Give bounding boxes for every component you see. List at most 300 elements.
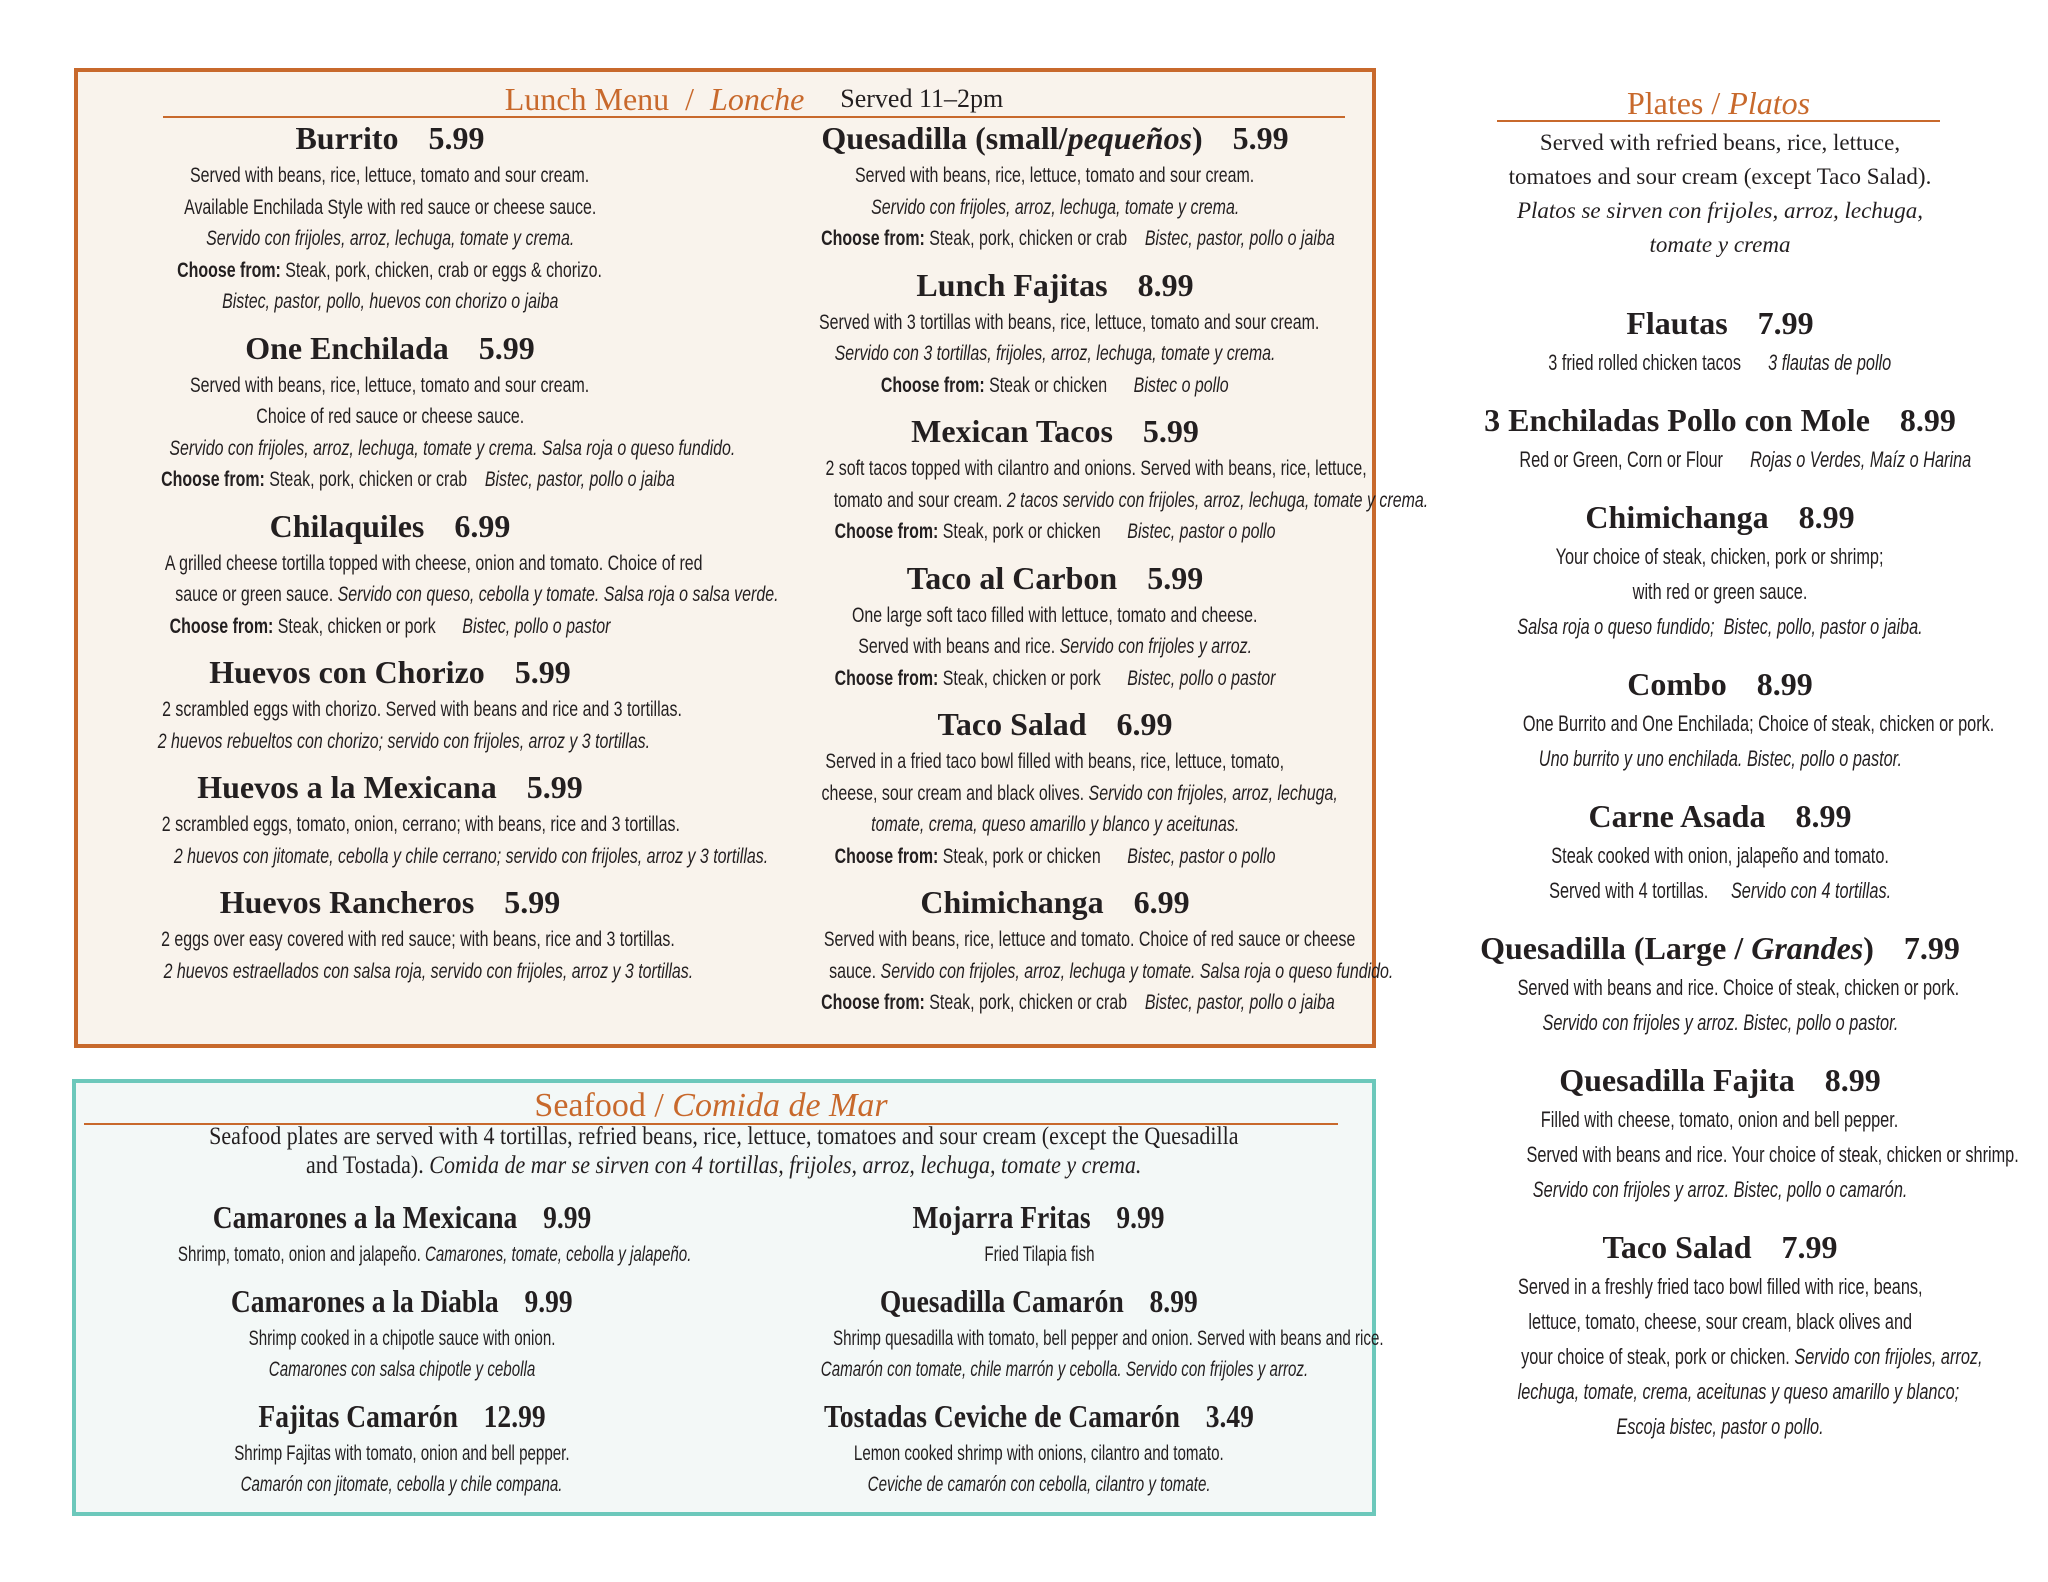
description-line (80, 611, 700, 643)
item-name: ) (1863, 930, 1874, 966)
spanish-text: Camarón con tomate, chile marrón y cebolla. Servido con frijoles y arroz. (820, 1358, 1309, 1381)
description-text-group (178, 1239, 692, 1271)
menu-item-title (1440, 662, 2000, 706)
description-text: 2 eggs over easy covered with red sauce; with beans, rice and 3 tortillas. (161, 928, 675, 951)
spanish-text: Servido con frijoles, arroz, lechuga, tomate y crema. (205, 227, 575, 250)
description-line (740, 223, 1370, 255)
description-text: Shrimp, tomato, onion and jalapeño. (177, 1243, 425, 1266)
description-text: cheese, sour cream and black olives. (821, 781, 1089, 805)
menu-item-heading (1626, 305, 1813, 341)
item-name: Quesadilla (Large / (1480, 930, 1752, 966)
seafood-row (78, 1279, 1384, 1394)
menu-item-heading (231, 1279, 573, 1323)
description-line (1440, 1172, 2000, 1207)
menu-item-title (1440, 1225, 2000, 1269)
description-line (726, 1354, 1352, 1386)
item-name: Quesadilla Fajita (1559, 1062, 1795, 1098)
description-line (740, 841, 1370, 873)
item-name: Mojarra Fritas (912, 1199, 1092, 1235)
menu-item (1440, 301, 2000, 380)
spanish-text: Bistec, pastor o pollo (1127, 520, 1276, 543)
description-text: Steak, pork or chicken (942, 520, 1128, 543)
menu-item-heading (821, 120, 1288, 156)
description-line (1440, 1409, 2000, 1444)
item-price: 5.99 (1232, 120, 1289, 156)
description-text: Lemon cooked shrimp with onions, cilantro and tomato. (854, 1441, 1224, 1465)
description-line (1440, 970, 2000, 1005)
item-name: Taco al Carbon (906, 559, 1118, 596)
menu-item-heading (1589, 798, 1852, 834)
description-text: A grilled cheese tortilla topped with cheese, onion and tomato. Choice of red (164, 551, 703, 575)
seafood-intro (76, 1122, 1372, 1180)
item-price: 8.99 (1824, 1062, 1881, 1098)
description-line (1440, 1005, 2000, 1040)
lunch-menu-section (74, 68, 1429, 1048)
spanish-text: Bistec, pollo o pastor (462, 614, 611, 638)
spanish-text: Camarones, tomate, cebolla y jalapeño. (424, 1243, 692, 1266)
menu-item-heading (916, 267, 1193, 303)
description-line (740, 600, 1370, 632)
seafood-items (78, 1195, 1384, 1509)
description-line (740, 516, 1370, 548)
description-text-group (835, 663, 1276, 695)
description-text-group (1556, 539, 1884, 574)
seafood-cell (78, 1279, 726, 1394)
description-text-group (1518, 1269, 1922, 1304)
description-line (1440, 1269, 2000, 1304)
description-text-group (826, 746, 1285, 778)
item-name: pequeños (1067, 120, 1193, 156)
description-line (80, 841, 769, 873)
plates-header (1497, 86, 1940, 122)
spanish-text: Bistec o pollo (1133, 373, 1229, 397)
spanish-text: Salsa roja o queso fundido; Bistec, pollo, pastor o jaiba. (1517, 614, 1923, 639)
intro-text-segment: tomatoes and sour cream (except Taco Salad). (1508, 164, 1932, 189)
description-line (1440, 706, 2000, 741)
description-text-group (821, 1354, 1308, 1386)
spanish-text: Camarón con jitomate, cebolla y chile compana. (241, 1473, 563, 1496)
description-line (1440, 1102, 2000, 1137)
seafood-header (84, 1085, 1338, 1125)
description-text-group (1523, 706, 1994, 741)
description-text: Served with beans, rice, lettuce, tomato and sour cream. (190, 164, 590, 187)
spanish-text: Servido con frijoles, arroz, lechuga, tomate y crema. (870, 195, 1240, 219)
description-text: sauce. (829, 959, 881, 983)
description-text: Steak, chicken or pork (942, 666, 1128, 690)
item-price: 8.99 (1756, 666, 1813, 702)
item-name: One Enchilada (245, 329, 449, 366)
menu-item (1440, 794, 2000, 908)
description-text-group (868, 1469, 1211, 1501)
description-line (740, 778, 1370, 810)
description-text-group (854, 1438, 1224, 1470)
menu-item-heading (245, 330, 535, 366)
spanish-text: Bistec, pollo o pastor (1127, 666, 1276, 690)
description-text: Steak, pork, chicken, crab or eggs & chorizo. (285, 258, 603, 282)
description-line (80, 956, 700, 988)
description-text: Shrimp quesadilla with tomato, bell pepper and onion. Served with beans and rice. (833, 1326, 1384, 1350)
menu-item (740, 702, 1370, 872)
description-text: 2 scrambled eggs with chorizo. Served with beans and rice and 3 tortillas. (162, 698, 682, 721)
item-price: 5.99 (428, 120, 485, 156)
menu-item (80, 504, 779, 643)
menu-item (726, 1279, 1384, 1386)
plates-intro (1440, 126, 2000, 262)
menu-item-title (80, 116, 700, 160)
item-price: 3.49 (1205, 1397, 1254, 1434)
spanish-text: 2 huevos rebueltos con chorizo; servido con frijoles, arroz y 3 tortillas. (157, 729, 651, 753)
seafood-title: Seafood / (534, 1087, 673, 1124)
description-line (740, 370, 1370, 402)
menu-item-heading (197, 769, 583, 805)
choose-from-label: Choose from: (834, 844, 943, 868)
item-name: Grandes (1751, 930, 1864, 966)
seafood-section (72, 1079, 1384, 1516)
description-text-group (1633, 574, 1808, 609)
lunch-menu-title-spanish: Lonche (710, 81, 805, 117)
description-text-group (1519, 442, 1971, 477)
menu-item-heading (209, 654, 571, 690)
description-text-group (871, 192, 1239, 224)
spanish-text: Rojas o Verdes, Maíz o Harina (1750, 447, 1972, 472)
menu-item-heading (270, 508, 511, 544)
menu-item-title (740, 116, 1370, 160)
menu-item (80, 116, 700, 318)
description-line (740, 746, 1370, 778)
spanish-text: lechuga, tomate, crema, aceitunas y queso amarillo y blanco; (1517, 1379, 1960, 1404)
menu-item-title (1440, 301, 2000, 345)
spanish-text: Servido con frijoles, arroz, (1794, 1344, 1983, 1369)
description-line (740, 192, 1370, 224)
item-name: Taco Salad (1602, 1229, 1752, 1265)
item-price: 5.99 (504, 884, 561, 920)
menu-item-title (1440, 1058, 2000, 1102)
description-text: Steak, pork, chicken or crab (929, 227, 1145, 250)
menu-item-title (1440, 495, 2000, 539)
description-line (726, 1323, 1384, 1355)
item-price: 5.99 (514, 654, 571, 690)
description-text-group (835, 338, 1276, 370)
intro-line (1440, 160, 2000, 194)
description-text: Shrimp Fajitas with tomato, onion and bell pepper. (234, 1441, 570, 1465)
item-name: Camarones a la Diabla (231, 1282, 499, 1319)
menu-item-heading (920, 884, 1189, 920)
description-line (80, 809, 700, 841)
description-text: Served in a freshly fried taco bowl filled with rice, beans, (1517, 1274, 1923, 1299)
menu-item-title (78, 1279, 726, 1323)
description-text-group (165, 548, 703, 580)
spanish-text: Servido con frijoles y arroz. Bistec, pollo o pastor. (1542, 1010, 1898, 1035)
description-text-group (190, 160, 589, 192)
description-text-group (852, 600, 1257, 632)
intro-line (76, 1151, 1372, 1180)
description-text: Served in a fried taco bowl filled with beans, rice, lettuce, tomato, (825, 750, 1285, 773)
spanish-text: 3 flautas de pollo (1768, 350, 1892, 375)
description-text: Steak, pork, chicken or crab (269, 468, 485, 491)
description-text: One Burrito and One Enchilada; Choice of steak, chicken or pork. (1522, 711, 1995, 736)
intro-line (1440, 194, 2000, 228)
item-price: 9.99 (524, 1282, 573, 1319)
menu-item-title (740, 263, 1370, 307)
description-text-group (161, 924, 675, 956)
description-text: Steak, pork or chicken (942, 844, 1128, 868)
item-name: Chimichanga (920, 884, 1104, 920)
description-text: sauce or green sauce. (175, 583, 338, 606)
description-line (740, 485, 1429, 517)
item-price: 12.99 (483, 1397, 546, 1434)
item-name: Quesadilla Camarón (880, 1282, 1124, 1319)
spanish-text: Escoja bistec, pastor o pollo. (1616, 1414, 1824, 1439)
description-text-group (1538, 741, 1901, 776)
plates-title: Plates / (1626, 85, 1729, 121)
description-line (1440, 442, 2000, 477)
description-line (740, 924, 1370, 956)
menu-item-heading (911, 413, 1199, 449)
description-text: 2 scrambled eggs, tomato, onion, cerrano; with beans, rice and 3 tortillas. (161, 813, 680, 836)
description-text-group (169, 433, 735, 465)
intro-text-segment: Platos se sirven con frijoles, arroz, lechuga, (1516, 198, 1924, 223)
description-line (740, 987, 1370, 1019)
description-text-group (829, 956, 1393, 988)
spanish-text: Servido con frijoles y arroz. (1059, 635, 1252, 658)
item-price: 6.99 (1116, 706, 1173, 742)
intro-text-segment: and Tostada). (306, 1152, 430, 1179)
description-text-group (1518, 1374, 1960, 1409)
spanish-text: Ceviche de camarón con cebolla, cilantro y tomate. (867, 1473, 1211, 1496)
lunch-column-left (80, 116, 779, 995)
description-text: Served with beans, rice, lettuce, tomato and sour cream. (855, 164, 1255, 187)
menu-item-heading (880, 1279, 1198, 1323)
menu-item-heading (1559, 1062, 1881, 1098)
spanish-text: Servido con frijoles y arroz. Bistec, pollo o camarón. (1532, 1177, 1908, 1202)
item-price: 5.99 (1142, 413, 1199, 449)
description-text: Served with beans and rice. Choice of steak, chicken or pork. (1517, 975, 1960, 1000)
description-text: Choice of red sauce or cheese sauce. (256, 405, 524, 428)
choose-from-label: Choose from: (161, 468, 270, 491)
menu-item-title (80, 326, 700, 370)
item-name: Quesadilla (small/ (821, 120, 1068, 156)
menu-item (80, 326, 736, 496)
description-line (80, 924, 700, 956)
description-line (740, 663, 1370, 695)
menu-item-heading (213, 1195, 591, 1239)
description-line (726, 1438, 1352, 1470)
description-line (1440, 838, 2000, 873)
item-name: 3 Enchiladas Pollo con Mole (1484, 402, 1870, 438)
spanish-text: Servido con frijoles, arroz, lechuga, (1088, 781, 1338, 805)
description-line (80, 464, 700, 496)
description-text: your choice of steak, pork or chicken. (1521, 1344, 1795, 1369)
description-text: Steak, pork, chicken or crab (929, 991, 1145, 1014)
menu-item-heading (1627, 666, 1813, 702)
menu-item-title (726, 1279, 1352, 1323)
item-name: Fajitas Camarón (258, 1397, 458, 1434)
menu-item (726, 1195, 1352, 1271)
item-name: Flautas (1626, 305, 1728, 341)
description-text-group (881, 370, 1229, 402)
menu-item-title (80, 880, 700, 924)
menu-item-heading (295, 120, 484, 156)
menu-item (726, 1394, 1352, 1501)
spanish-text: Camarones con salsa chipotle y cebolla (268, 1358, 536, 1381)
description-text-group (835, 841, 1276, 873)
item-name: Burrito (295, 120, 399, 156)
item-price: 5.99 (526, 769, 583, 805)
menu-item (1440, 662, 2000, 776)
description-text-group (170, 611, 611, 643)
description-text-group (822, 778, 1338, 810)
item-price: 7.99 (1903, 930, 1960, 966)
description-text-group (175, 579, 778, 611)
plates-section (1440, 80, 2019, 1500)
item-name: Mexican Tacos (911, 413, 1113, 449)
description-text-group (190, 370, 589, 402)
description-text: Served with beans and rice. (858, 635, 1060, 658)
description-text-group (162, 694, 682, 726)
item-price: 8.99 (1137, 266, 1194, 303)
menu-item-heading (1585, 499, 1854, 535)
description-text-group (174, 841, 768, 873)
description-text-group (158, 726, 650, 758)
description-line (78, 1469, 726, 1501)
description-line (726, 1469, 1352, 1501)
description-line (80, 286, 700, 318)
description-text-group (164, 956, 694, 988)
intro-text (209, 1122, 1238, 1151)
spanish-text: Servido con queso, cebolla y tomate. Salsa roja o salsa verde. (337, 583, 779, 606)
choose-from-label: Choose from: (169, 614, 278, 638)
description-line (740, 160, 1370, 192)
item-price: 5.99 (1147, 559, 1204, 596)
description-text: Your choice of steak, chicken, pork or shrimp; (1556, 544, 1884, 569)
description-line (80, 694, 700, 726)
menu-item-title (1440, 926, 2000, 970)
spanish-text: 2 tacos servido con frijoles, arroz, lechuga, tomate y crema. (1006, 488, 1429, 512)
description-text: Steak, chicken or pork (277, 614, 463, 638)
menu-item (1440, 1058, 2019, 1207)
description-text-group (161, 464, 675, 496)
menu-item-title (726, 1195, 1352, 1239)
seafood-cell (726, 1195, 1352, 1279)
menu-item-heading (1484, 402, 1956, 438)
item-price: 6.99 (454, 507, 511, 544)
menu-item (1440, 495, 2000, 644)
menu-item-title (740, 556, 1370, 600)
description-text: Red or Green, Corn or Flour (1519, 447, 1751, 472)
spanish-text: Bistec, pastor, pollo o jaiba (1144, 991, 1335, 1014)
seafood-row (78, 1394, 1374, 1509)
item-name: ) (1192, 120, 1203, 156)
menu-item (740, 116, 1370, 255)
spanish-text: Uno burrito y uno enchilada. Bistec, pollo o pastor. (1538, 746, 1902, 771)
item-name: Tostadas Ceviche de Camarón (824, 1397, 1181, 1434)
description-text-group (234, 1438, 569, 1470)
description-text: Steak cooked with onion, jalapeño and tomato. (1551, 843, 1889, 868)
description-text-group (1526, 1137, 2018, 1172)
menu-item (740, 880, 1394, 1019)
item-price: 7.99 (1781, 1229, 1838, 1265)
seafood-cell (726, 1394, 1352, 1509)
menu-item (1440, 926, 2000, 1040)
item-price: 9.99 (1116, 1199, 1165, 1235)
description-text-group (1541, 1102, 1898, 1137)
description-line (1440, 345, 2000, 380)
spanish-text: 2 huevos con jitomate, cebolla y chile cerrano; servido con frijoles, arroz y 3 tortillas. (173, 844, 769, 868)
description-text: 2 soft tacos topped with cilantro and onions. Served with beans, rice, lettuce, (825, 457, 1367, 480)
description-line (1440, 539, 2000, 574)
menu-item-title (80, 650, 700, 694)
menu-item (80, 880, 700, 987)
menu-item-heading (1602, 1229, 1837, 1265)
description-text-group (162, 809, 680, 841)
description-text-group (984, 1239, 1094, 1271)
intro-text (306, 1151, 1141, 1180)
description-line (80, 160, 700, 192)
description-text-group (1551, 838, 1889, 873)
description-line (78, 1239, 726, 1271)
menu-item-title (740, 702, 1370, 746)
description-text-group (256, 401, 524, 433)
description-line (80, 401, 700, 433)
description-text: Fried Tilapia fish (983, 1243, 1095, 1266)
description-text-group (1517, 609, 1922, 644)
description-text-group (821, 987, 1335, 1019)
menu-item (1440, 398, 2000, 477)
description-text: with red or green sauce. (1632, 579, 1808, 604)
description-text-group (834, 485, 1428, 517)
description-line (1440, 1304, 2000, 1339)
intro-line (76, 1122, 1372, 1151)
description-text: tomato and sour cream. (833, 488, 1007, 512)
choose-from-label: Choose from: (834, 666, 943, 690)
menu-item (78, 1279, 726, 1386)
description-text-group (269, 1354, 535, 1386)
spanish-text: 2 huevos estraellados con salsa roja, servido con frijoles, arroz y 3 tortillas. (163, 959, 694, 983)
item-name: Combo (1627, 666, 1727, 702)
description-text-group (825, 453, 1366, 485)
description-line (1440, 1374, 2000, 1409)
item-name: Huevos con Chorizo (209, 654, 485, 690)
menu-item-heading (258, 1394, 545, 1438)
item-name: Chilaquiles (269, 507, 425, 544)
menu-item-title (740, 880, 1370, 924)
description-line (1440, 741, 2000, 776)
menu-item-heading (1480, 930, 1960, 966)
seafood-title-spanish: Comida de Mar (672, 1087, 888, 1124)
description-text-group (833, 1323, 1384, 1355)
choose-from-label: Choose from: (834, 520, 943, 543)
description-text: 3 fried rolled chicken tacos (1548, 350, 1769, 375)
spanish-text: Servido con frijoles, arroz, lechuga y tomate. Salsa roja o queso fundido. (880, 959, 1394, 983)
description-text: Served with 3 tortillas with beans, rice, lettuce, tomato and sour cream. (818, 310, 1320, 334)
description-line (1440, 1137, 2019, 1172)
description-text: Served with beans, rice, lettuce, tomato and sour cream. (190, 373, 590, 397)
description-text-group (871, 809, 1239, 841)
description-line (80, 433, 736, 465)
seafood-cell (78, 1394, 726, 1509)
choose-from-label: Choose from: (881, 373, 990, 397)
description-line (80, 370, 700, 402)
menu-item (78, 1394, 726, 1501)
description-text: Shrimp cooked in a chipotle sauce with onion. (248, 1326, 556, 1350)
description-line (740, 453, 1370, 485)
menu-item-title (80, 765, 700, 809)
spanish-text: tomate, crema, queso amarillo y blanco y aceitunas. (870, 813, 1240, 836)
intro-text-segment: Seafood plates are served with 4 tortillas, refried beans, rice, lettuce, tomatoes and sour cream (except the Quesadilla (209, 1123, 1239, 1150)
menu-item-title (1440, 794, 2000, 838)
spanish-text: Servido con 4 tortillas. (1730, 878, 1892, 903)
description-line (80, 548, 703, 580)
